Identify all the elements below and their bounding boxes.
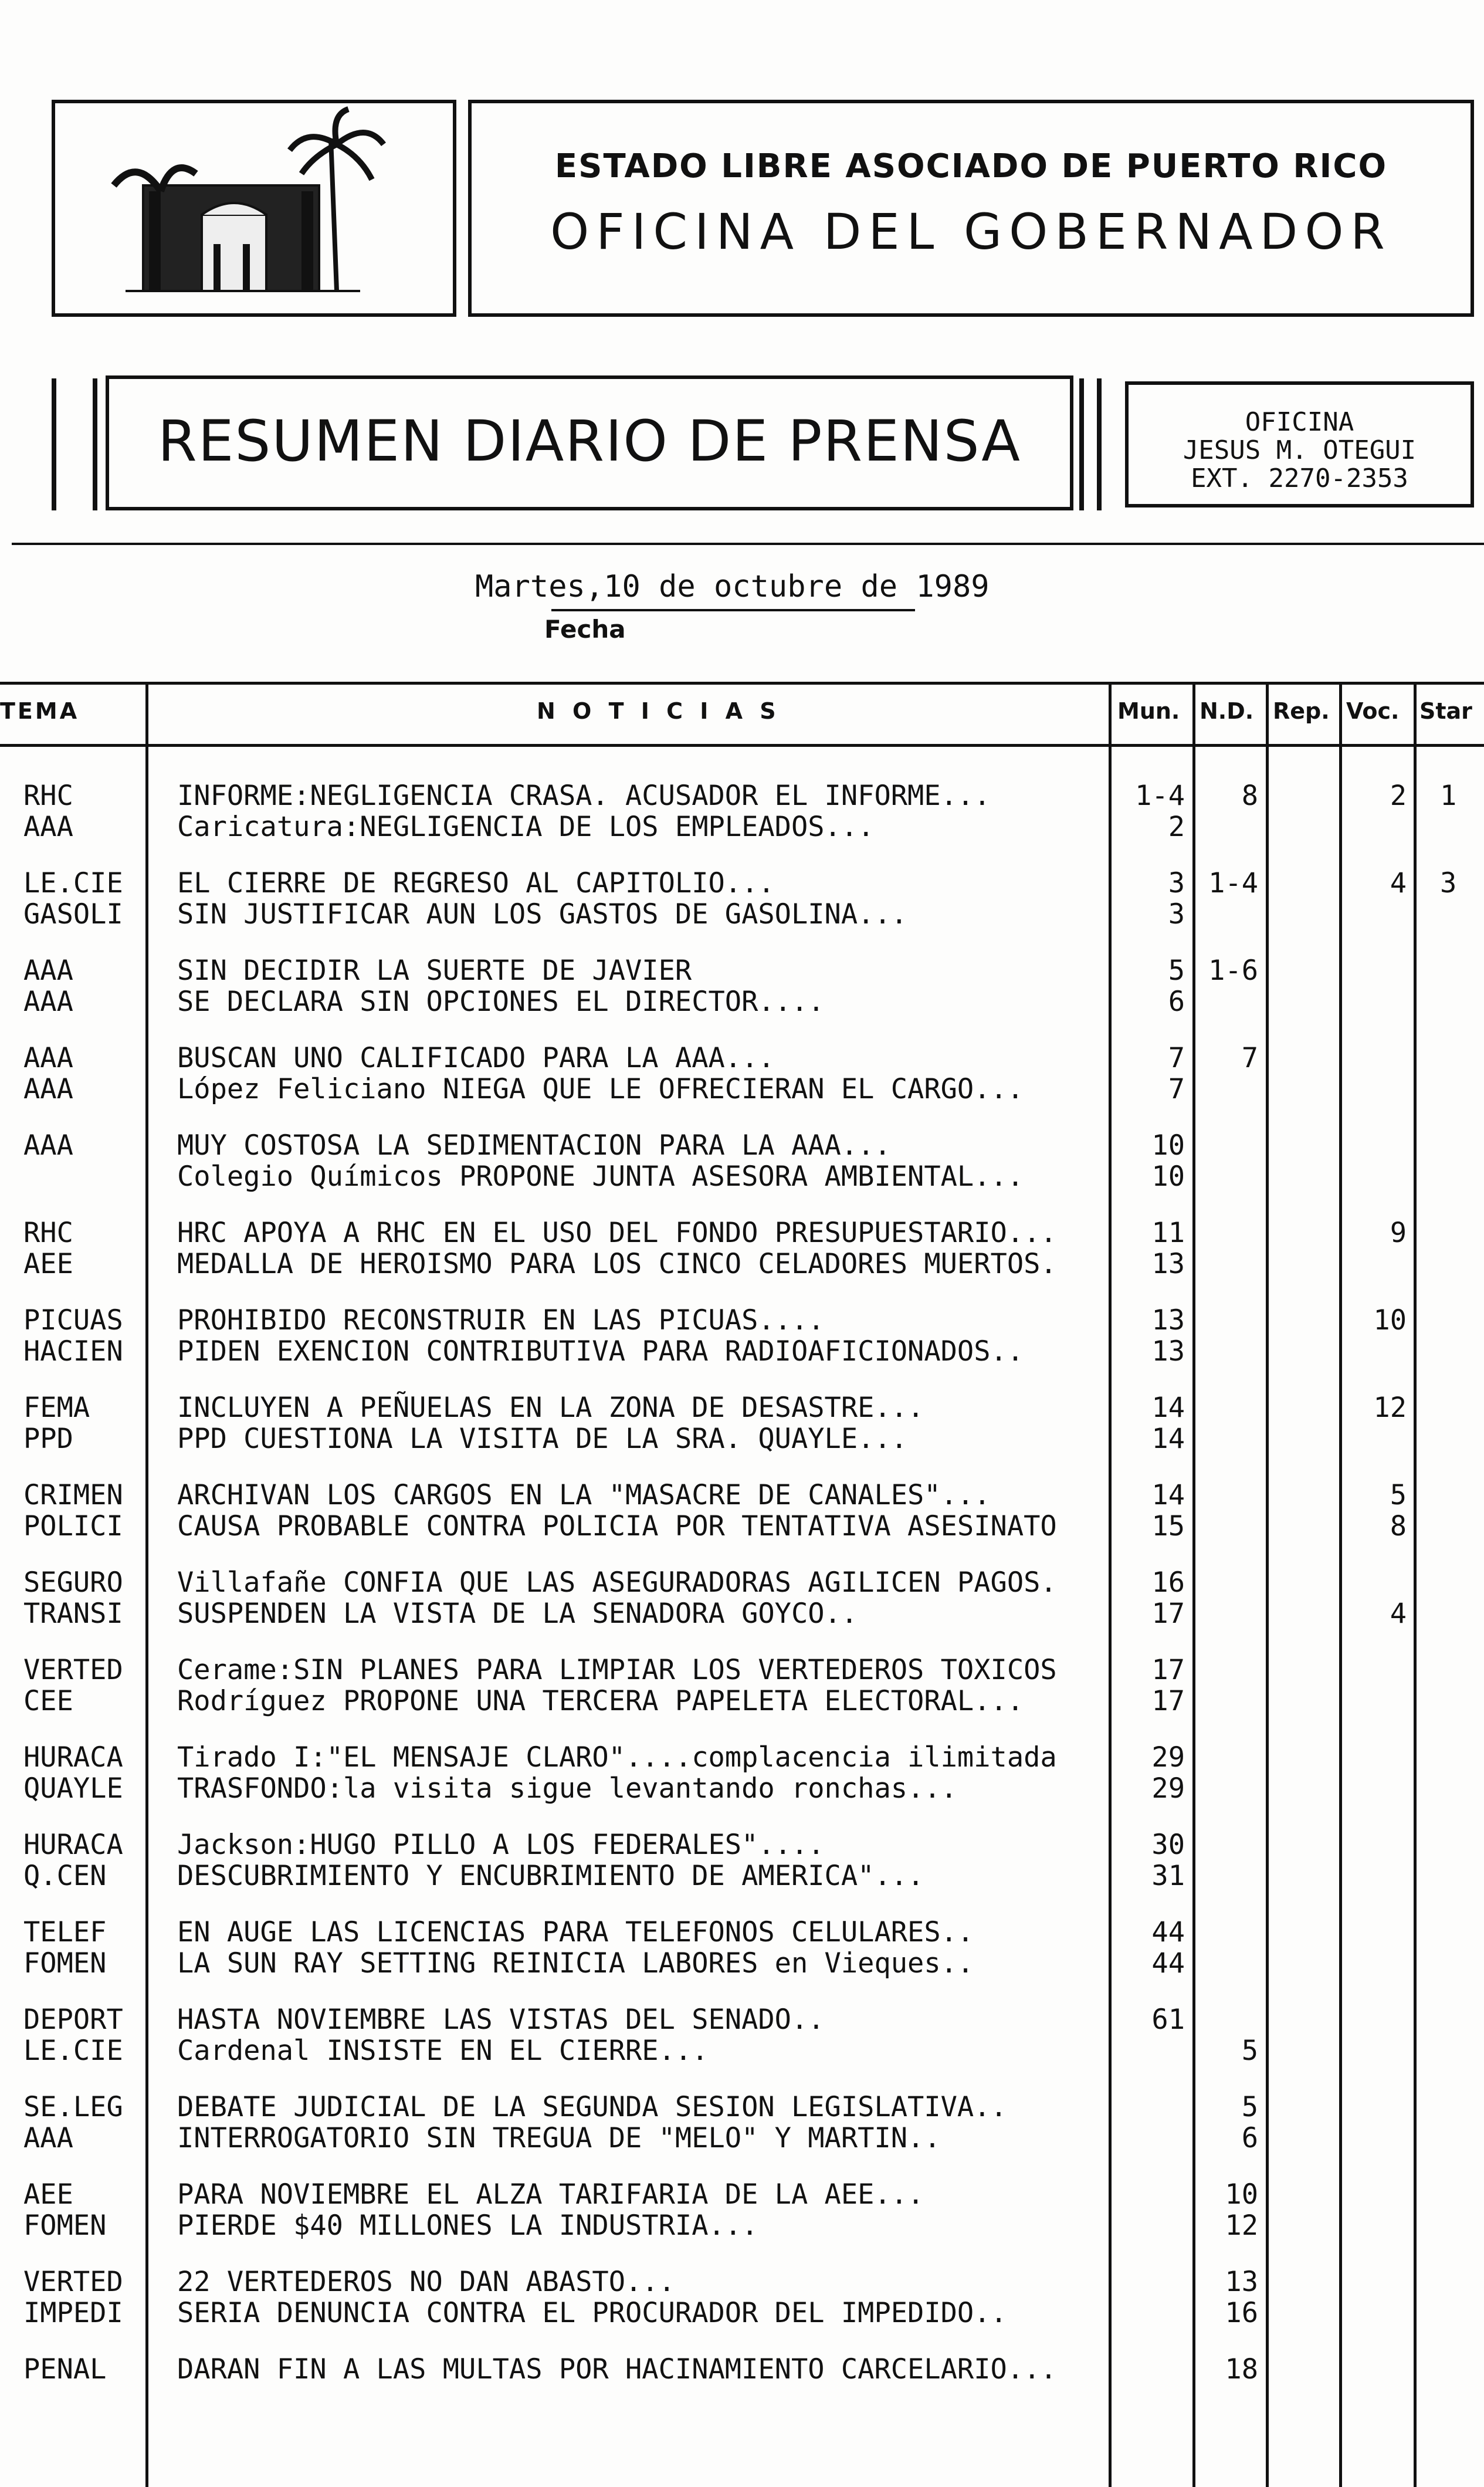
row-noticia: ARCHIVAN LOS CARGOS EN LA "MASACRE DE CANALES"... — [177, 1479, 991, 1511]
row-mun: 17 — [1151, 1598, 1185, 1630]
row-noticia: DARAN FIN A LAS MULTAS POR HACINAMIENTO CARCELARIO... — [177, 2353, 1057, 2386]
row-noticia: MUY COSTOSA LA SEDIMENTACION PARA LA AAA... — [177, 1129, 891, 1162]
row-noticia: EL CIERRE DE REGRESO AL CAPITOLIO... — [177, 867, 775, 899]
col-divider-nd — [1266, 682, 1269, 2487]
row-tema: QUAYLE — [23, 1772, 123, 1805]
row-noticia: López Feliciano NIEGA QUE LE OFRECIERAN EL CARGO... — [177, 1073, 1024, 1105]
row-noticia: Cerame:SIN PLANES PARA LIMPIAR LOS VERTEDEROS TOXICOS — [177, 1654, 1057, 1686]
col-header-mun: Mun. — [1117, 698, 1180, 724]
row-mun: 15 — [1151, 1510, 1185, 1542]
row-voc: 5 — [1390, 1479, 1407, 1511]
banner-right-rule — [1079, 378, 1084, 510]
row-nd: 1-6 — [1208, 955, 1258, 987]
row-tema: VERTED — [23, 1654, 123, 1686]
row-nd: 6 — [1241, 2122, 1258, 2154]
row-nd: 5 — [1241, 2035, 1258, 2067]
row-noticia: 22 VERTEDEROS NO DAN ABASTO... — [177, 2266, 675, 2298]
row-tema: AAA — [23, 811, 73, 843]
office-name: JESUS M. OTEGUI — [1183, 435, 1417, 465]
divider — [12, 543, 1484, 545]
row-tema: TRANSI — [23, 1598, 123, 1630]
row-tema: Q.CEN — [23, 1860, 107, 1892]
row-tema: POLICI — [23, 1510, 123, 1542]
banner-title: RESUMEN DIARIO DE PRENSA — [158, 408, 1021, 474]
table-header-rule — [0, 744, 1484, 747]
row-mun: 29 — [1151, 1772, 1185, 1805]
agency-subtitle: ESTADO LIBRE ASOCIADO DE PUERTO RICO — [554, 147, 1388, 185]
row-tema: AAA — [23, 2122, 73, 2154]
row-tema: LE.CIE — [23, 867, 123, 899]
row-noticia: Jackson:HUGO PILLO A LOS FEDERALES".... — [177, 1829, 825, 1861]
row-noticia: SE DECLARA SIN OPCIONES EL DIRECTOR.... — [177, 986, 825, 1018]
row-mun: 6 — [1168, 986, 1185, 1018]
row-nd: 7 — [1241, 1042, 1258, 1074]
row-tema: PICUAS — [23, 1304, 123, 1336]
row-mun: 13 — [1151, 1304, 1185, 1336]
row-nd: 8 — [1241, 780, 1258, 812]
date-underline — [551, 609, 915, 611]
col-divider-tema — [145, 682, 148, 2487]
row-mun: 13 — [1151, 1248, 1185, 1280]
row-nd: 12 — [1225, 2209, 1258, 2242]
row-voc: 10 — [1373, 1304, 1407, 1336]
row-noticia: Tirado I:"EL MENSAJE CLARO"....complacencia ilimitada — [177, 1741, 1057, 1774]
row-mun: 16 — [1151, 1566, 1185, 1599]
row-mun: 13 — [1151, 1335, 1185, 1368]
row-tema: HACIEN — [23, 1335, 123, 1368]
row-mun: 44 — [1151, 1947, 1185, 1980]
row-noticia: DEBATE JUDICIAL DE LA SEGUNDA SESION LEGISLATIVA.. — [177, 2091, 1007, 2123]
banner-box — [106, 375, 1073, 510]
row-noticia: SERIA DENUNCIA CONTRA EL PROCURADOR DEL IMPEDIDO.. — [177, 2297, 1007, 2329]
row-star: 1 — [1440, 780, 1457, 812]
row-noticia: PPD CUESTIONA LA VISITA DE LA SRA. QUAYLE... — [177, 1423, 908, 1455]
row-tema: CRIMEN — [23, 1479, 123, 1511]
row-noticia: DESCUBRIMIENTO Y ENCUBRIMIENTO DE AMERICA"... — [177, 1860, 924, 1892]
col-header-tema: TEMA — [0, 698, 80, 724]
row-noticia: CAUSA PROBABLE CONTRA POLICIA POR TENTATIVA ASESINATO — [177, 1510, 1057, 1542]
office-box — [1125, 381, 1474, 507]
row-mun: 31 — [1151, 1860, 1185, 1892]
row-noticia: SIN JUSTIFICAR AUN LOS GASTOS DE GASOLINA... — [177, 898, 908, 930]
col-divider-voc — [1414, 682, 1417, 2487]
office-label: OFICINA — [1245, 407, 1354, 437]
col-divider-mun — [1192, 682, 1195, 2487]
row-noticia: EN AUGE LAS LICENCIAS PARA TELEFONOS CELULARES.. — [177, 1916, 974, 1948]
date-label: Fecha — [544, 615, 626, 644]
row-noticia: PIERDE $40 MILLONES LA INDUSTRIA... — [177, 2209, 758, 2242]
row-nd: 16 — [1225, 2297, 1258, 2329]
row-tema: FEMA — [23, 1392, 90, 1424]
row-noticia: SUSPENDEN LA VISTA DE LA SENADORA GOYCO.. — [177, 1598, 858, 1630]
row-noticia: HRC APOYA A RHC EN EL USO DEL FONDO PRESUPUESTARIO... — [177, 1217, 1057, 1249]
row-noticia: Rodríguez PROPONE UNA TERCERA PAPELETA ELECTORAL... — [177, 1685, 1024, 1717]
col-header-rep: Rep. — [1273, 698, 1330, 724]
row-tema: SE.LEG — [23, 2091, 123, 2123]
row-tema: HURACA — [23, 1741, 123, 1774]
row-mun: 3 — [1168, 867, 1185, 899]
col-header-nd: N.D. — [1200, 698, 1254, 724]
row-noticia: SIN DECIDIR LA SUERTE DE JAVIER — [177, 955, 692, 987]
banner-left-rule — [93, 378, 97, 510]
row-nd: 10 — [1225, 2178, 1258, 2211]
row-noticia: PIDEN EXENCION CONTRIBUTIVA PARA RADIOAFICIONADOS.. — [177, 1335, 1024, 1368]
row-star: 3 — [1440, 867, 1457, 899]
row-tema: FOMEN — [23, 1947, 107, 1980]
row-tema: LE.CIE — [23, 2035, 123, 2067]
row-voc: 4 — [1390, 867, 1407, 899]
row-mun: 17 — [1151, 1654, 1185, 1686]
palace-illustration — [55, 103, 453, 313]
row-mun: 3 — [1168, 898, 1185, 930]
row-mun: 17 — [1151, 1685, 1185, 1717]
row-mun: 29 — [1151, 1741, 1185, 1774]
row-noticia: INTERROGATORIO SIN TREGUA DE "MELO" Y MARTIN.. — [177, 2122, 941, 2154]
row-noticia: Colegio Químicos PROPONE JUNTA ASESORA AMBIENTAL... — [177, 1160, 1024, 1193]
row-mun: 11 — [1151, 1217, 1185, 1249]
row-tema: AAA — [23, 1042, 73, 1074]
row-tema: GASOLI — [23, 898, 123, 930]
row-tema: VERTED — [23, 2266, 123, 2298]
row-voc: 9 — [1390, 1217, 1407, 1249]
row-nd: 5 — [1241, 2091, 1258, 2123]
banner-right-rule — [1097, 378, 1102, 510]
row-tema: RHC — [23, 780, 73, 812]
row-mun: 7 — [1168, 1042, 1185, 1074]
row-voc: 4 — [1390, 1598, 1407, 1630]
seal-box — [52, 100, 456, 317]
row-mun: 14 — [1151, 1423, 1185, 1455]
row-tema: AAA — [23, 1073, 73, 1105]
row-tema: AAA — [23, 986, 73, 1018]
table-top-rule — [0, 682, 1484, 685]
col-header-noticias: N O T I C I A S — [537, 698, 781, 724]
row-noticia: Villafañe CONFIA QUE LAS ASEGURADORAS AGILICEN PAGOS. — [177, 1566, 1057, 1599]
row-voc: 12 — [1373, 1392, 1407, 1424]
row-mun: 44 — [1151, 1916, 1185, 1948]
row-tema: AEE — [23, 1248, 73, 1280]
row-noticia: PROHIBIDO RECONSTRUIR EN LAS PICUAS.... — [177, 1304, 825, 1336]
row-tema: HURACA — [23, 1829, 123, 1861]
date-value: Martes,10 de octubre de 1989 — [475, 569, 990, 604]
row-nd: 1-4 — [1208, 867, 1258, 899]
row-mun: 5 — [1168, 955, 1185, 987]
row-tema: PPD — [23, 1423, 73, 1455]
col-divider-rep — [1339, 682, 1342, 2487]
row-tema: IMPEDI — [23, 2297, 123, 2329]
row-mun: 14 — [1151, 1392, 1185, 1424]
row-tema: DEPORT — [23, 2004, 123, 2036]
row-noticia: BUSCAN UNO CALIFICADO PARA LA AAA... — [177, 1042, 775, 1074]
row-tema: RHC — [23, 1217, 73, 1249]
row-noticia: Cardenal INSISTE EN EL CIERRE... — [177, 2035, 709, 2067]
row-tema: FOMEN — [23, 2209, 107, 2242]
row-tema: AEE — [23, 2178, 73, 2211]
row-noticia: MEDALLA DE HEROISMO PARA LOS CINCO CELADORES MUERTOS. — [177, 1248, 1057, 1280]
row-mun: 61 — [1151, 2004, 1185, 2036]
row-voc: 8 — [1390, 1510, 1407, 1542]
agency-title: OFICINA DEL GOBERNADOR — [550, 203, 1392, 260]
row-tema: PENAL — [23, 2353, 107, 2386]
row-mun: 7 — [1168, 1073, 1185, 1105]
row-nd: 13 — [1225, 2266, 1258, 2298]
row-mun: 10 — [1151, 1160, 1185, 1193]
col-header-star: Star — [1419, 698, 1472, 724]
row-noticia: PARA NOVIEMBRE EL ALZA TARIFARIA DE LA AEE... — [177, 2178, 924, 2211]
row-nd: 18 — [1225, 2353, 1258, 2386]
row-voc: 2 — [1390, 780, 1407, 812]
row-noticia: INCLUYEN A PEÑUELAS EN LA ZONA DE DESASTRE... — [177, 1392, 924, 1424]
row-mun: 14 — [1151, 1479, 1185, 1511]
row-mun: 10 — [1151, 1129, 1185, 1162]
title-box — [468, 100, 1474, 317]
row-noticia: INFORME:NEGLIGENCIA CRASA. ACUSADOR EL INFORME... — [177, 780, 991, 812]
row-tema: AAA — [23, 955, 73, 987]
row-tema: TELEF — [23, 1916, 107, 1948]
row-mun: 30 — [1151, 1829, 1185, 1861]
row-mun: 1-4 — [1135, 780, 1185, 812]
row-mun: 2 — [1168, 811, 1185, 843]
office-extension: EXT. 2270-2353 — [1191, 463, 1408, 493]
row-noticia: Caricatura:NEGLIGENCIA DE LOS EMPLEADOS... — [177, 811, 875, 843]
row-noticia: TRASFONDO:la visita sigue levantando ronchas... — [177, 1772, 957, 1805]
row-tema: CEE — [23, 1685, 73, 1717]
row-noticia: HASTA NOVIEMBRE LAS VISTAS DEL SENADO.. — [177, 2004, 825, 2036]
row-tema: AAA — [23, 1129, 73, 1162]
col-divider-noticias — [1109, 682, 1112, 2487]
banner-left-rule — [52, 378, 56, 510]
row-tema: SEGURO — [23, 1566, 123, 1599]
row-noticia: LA SUN RAY SETTING REINICIA LABORES en Vieques.. — [177, 1947, 974, 1980]
col-header-voc: Voc. — [1346, 698, 1400, 724]
